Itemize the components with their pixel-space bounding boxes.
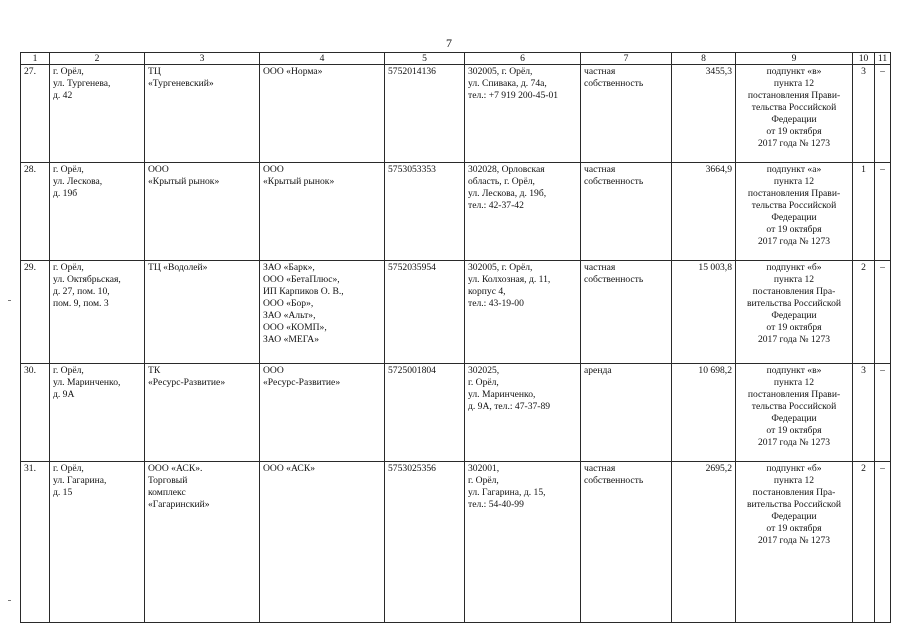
- column-number: 8: [672, 53, 736, 65]
- table-row: [21, 364, 891, 462]
- table-row: [21, 163, 891, 261]
- object-address: г. Орёл, ул. Лескова, д. 19б: [50, 163, 145, 261]
- ownership-type: частная собственность: [581, 261, 672, 364]
- scan-mark: [8, 600, 11, 601]
- row-number: 28.: [21, 163, 50, 261]
- hazard-category: 3: [853, 364, 875, 462]
- column-number: 6: [465, 53, 581, 65]
- object-area: 2695,2: [672, 462, 736, 623]
- page-number: 7: [446, 36, 452, 50]
- column-number: 2: [50, 53, 145, 65]
- hazard-category: 3: [853, 65, 875, 163]
- column-number: 10: [853, 53, 875, 65]
- owner-contacts: 302005, г. Орёл, ул. Колхозная, д. 11, корпус 4, тел.: 43-19-00: [465, 261, 581, 364]
- ownership-type: частная собственность: [581, 462, 672, 623]
- hazard-category: 1: [853, 163, 875, 261]
- category-basis: подпункт «в» пункта 12 постановления Прави- тельства Российской Федерации от 19 октября 2017 года № 1273: [736, 364, 853, 462]
- object-area: 3455,3: [672, 65, 736, 163]
- column-number: 9: [736, 53, 853, 65]
- ownership-type: частная собственность: [581, 65, 672, 163]
- register-table: [20, 52, 891, 623]
- owner-name: ООО «АСК»: [260, 462, 385, 623]
- category-basis: подпункт «б» пункта 12 постановления Пра- вительства Российской Федерации от 19 октября 2017 года № 1273: [736, 261, 853, 364]
- owner-contacts: 302001, г. Орёл, ул. Гагарина, д. 15, тел.: 54-40-99: [465, 462, 581, 623]
- object-address: г. Орёл, ул. Маринченко, д. 9А: [50, 364, 145, 462]
- category-basis: подпункт «б» пункта 12 постановления Пра- вительства Российской Федерации от 19 октября 2017 года № 1273: [736, 462, 853, 623]
- table-row: [21, 462, 891, 623]
- hazard-category: 2: [853, 462, 875, 623]
- owner-inn: 5753025356: [385, 462, 465, 623]
- category-basis: подпункт «в» пункта 12 постановления Прави- тельства Российской Федерации от 19 октября 2017 года № 1273: [736, 65, 853, 163]
- owner-inn: 5752014136: [385, 65, 465, 163]
- column-number: 1: [21, 53, 50, 65]
- column-11-value: –: [875, 65, 891, 163]
- row-number: 29.: [21, 261, 50, 364]
- object-name: ООО «Крытый рынок»: [145, 163, 260, 261]
- hazard-category: 2: [853, 261, 875, 364]
- column-number: 7: [581, 53, 672, 65]
- object-area: 3664,9: [672, 163, 736, 261]
- column-11-value: –: [875, 163, 891, 261]
- object-address: г. Орёл, ул. Октябрьская, д. 27, пом. 10, пом. 9, пом. 3: [50, 261, 145, 364]
- owner-name: ЗАО «Барк», ООО «БетаПлюс», ИП Карпиков О. В., ООО «Бор», ЗАО «Альт», ООО «КОМП», ЗАО «МЕГА»: [260, 261, 385, 364]
- table-row: [21, 65, 891, 163]
- category-basis: подпункт «а» пункта 12 постановления Прави- тельства Российской Федерации от 19 октября 2017 года № 1273: [736, 163, 853, 261]
- scan-mark: [8, 300, 11, 301]
- owner-contacts: 302005, г. Орёл, ул. Спивака, д. 74а, тел.: +7 919 200-45-01: [465, 65, 581, 163]
- column-number: 3: [145, 53, 260, 65]
- owner-inn: 5753053353: [385, 163, 465, 261]
- object-area: 10 698,2: [672, 364, 736, 462]
- object-name: ТК «Ресурс-Развитие»: [145, 364, 260, 462]
- object-address: г. Орёл, ул. Гагарина, д. 15: [50, 462, 145, 623]
- object-name: ТЦ «Водолей»: [145, 261, 260, 364]
- column-number: 4: [260, 53, 385, 65]
- object-address: г. Орёл, ул. Тургенева, д. 42: [50, 65, 145, 163]
- row-number: 27.: [21, 65, 50, 163]
- table-row: [21, 261, 891, 364]
- column-11-value: –: [875, 364, 891, 462]
- column-number-row: [21, 53, 891, 65]
- row-number: 31.: [21, 462, 50, 623]
- column-number: 11: [875, 53, 891, 65]
- column-number: 5: [385, 53, 465, 65]
- row-number: 30.: [21, 364, 50, 462]
- ownership-type: частная собственность: [581, 163, 672, 261]
- table-body: [21, 53, 891, 623]
- owner-name: ООО «Ресурс-Развитие»: [260, 364, 385, 462]
- owner-contacts: 302028, Орловская область, г. Орёл, ул. Лескова, д. 19б, тел.: 42-37-42: [465, 163, 581, 261]
- object-name: ТЦ «Тургеневский»: [145, 65, 260, 163]
- owner-contacts: 302025, г. Орёл, ул. Маринченко, д. 9А, тел.: 47-37-89: [465, 364, 581, 462]
- object-name: ООО «АСК». Торговый комплекс «Гагаринский»: [145, 462, 260, 623]
- ownership-type: аренда: [581, 364, 672, 462]
- owner-name: ООО «Крытый рынок»: [260, 163, 385, 261]
- column-11-value: –: [875, 462, 891, 623]
- object-area: 15 003,8: [672, 261, 736, 364]
- column-11-value: –: [875, 261, 891, 364]
- owner-inn: 5752035954: [385, 261, 465, 364]
- owner-name: ООО «Норма»: [260, 65, 385, 163]
- owner-inn: 5725001804: [385, 364, 465, 462]
